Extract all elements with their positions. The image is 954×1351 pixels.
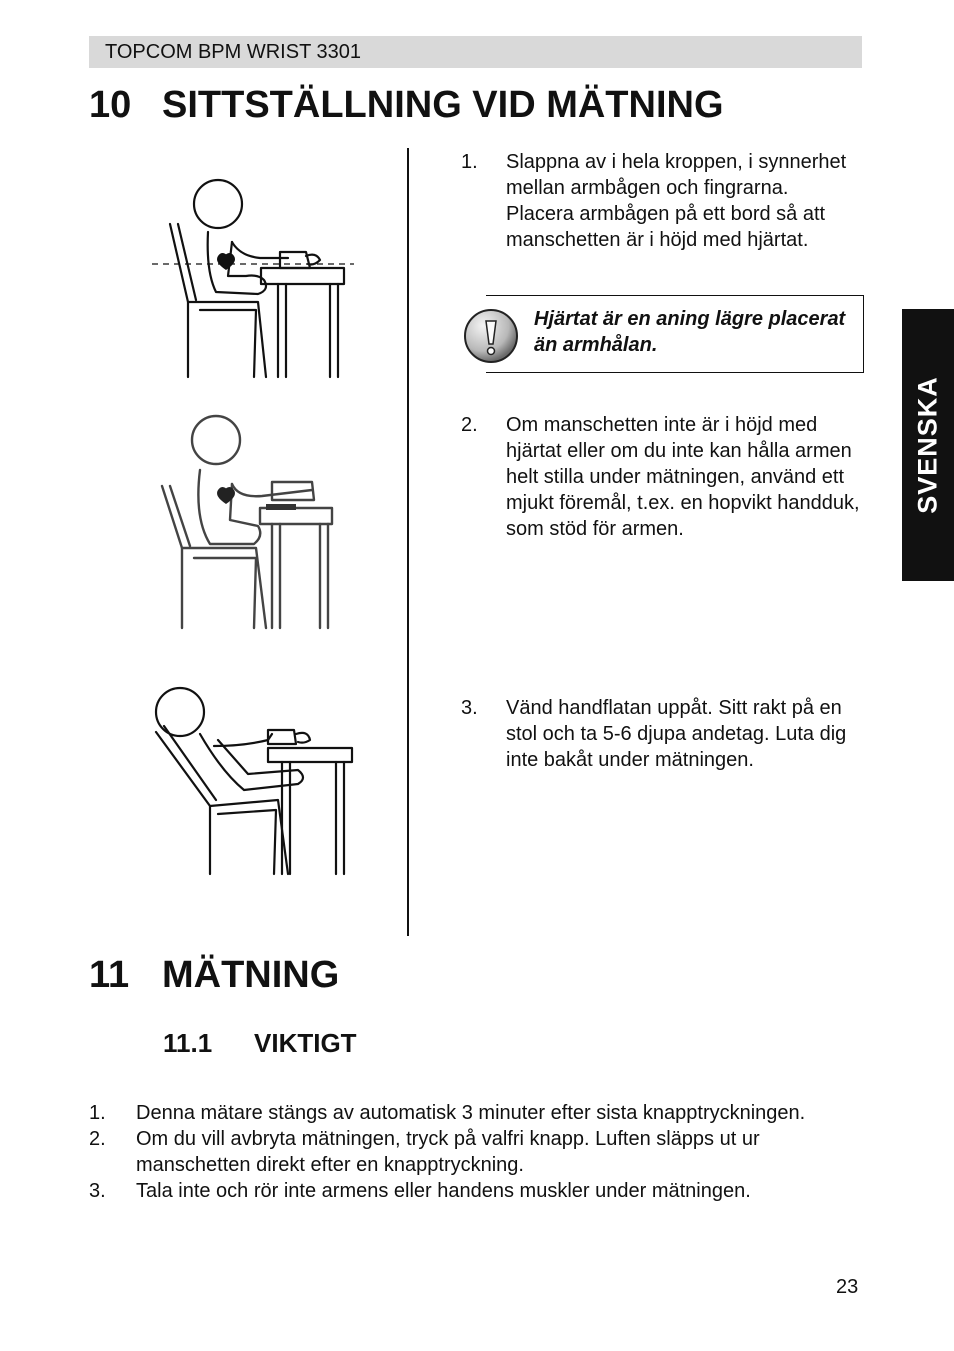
section-11-heading (89, 954, 339, 997)
list-item (89, 1126, 859, 1178)
posture-illustration-correct (148, 172, 358, 382)
warning-exclamation-icon (463, 308, 519, 364)
subsection-number: 11.1 (163, 1028, 213, 1058)
list-item (89, 1100, 859, 1126)
list-item-text: Om du vill avbryta mätningen, tryck på valfri knapp. Luften släpps ut ur manschetten direkt efter en knapptryckning. (136, 1128, 760, 1176)
list-item-number: 3. (89, 1180, 106, 1202)
list-item-text: Denna mätare stängs av automatisk 3 minuter efter sista knapptryckningen. (136, 1102, 806, 1124)
step-3-text: Vänd handflatan uppåt. Sitt rakt på en stol och ta 5-6 djupa andetag. Luta dig inte bakåt under mätningen. (506, 697, 847, 771)
header-bar (89, 36, 862, 68)
list-item-text: Tala inte och rör inte armens eller handens muskler under mätningen. (136, 1180, 751, 1202)
section-10-title: SITTSTÄLLNING VID MÄTNING (162, 84, 724, 126)
list-item-number: 2. (89, 1128, 106, 1150)
section-10-heading (89, 84, 724, 127)
step-3 (461, 695, 861, 805)
step-2-number: 2. (461, 414, 478, 436)
column-divider (407, 148, 409, 936)
important-list (89, 1100, 859, 1204)
language-tab (902, 309, 954, 581)
product-name: TOPCOM BPM WRIST 3301 (105, 41, 361, 63)
step-2-text: Om manschetten inte är i höjd med hjärtat eller om du inte kan hålla armen helt stilla under mätningen, använd ett mjukt föremål, t.ex. en hopvikt handduk, som stöd för armen. (506, 414, 860, 540)
step-1 (461, 149, 861, 284)
note-text: Hjärtat är en aning lägre placerat än armhålan. (534, 308, 846, 356)
subsection-heading (163, 1028, 357, 1059)
step-1-number: 1. (461, 151, 478, 173)
posture-illustration-support (152, 408, 342, 633)
list-item-number: 1. (89, 1102, 106, 1124)
step-3-number: 3. (461, 697, 478, 719)
section-11-number: 11 (89, 954, 130, 996)
subsection-title: VIKTIGT (254, 1028, 357, 1058)
section-10-number: 10 (89, 84, 132, 126)
page-number: 23 (836, 1276, 859, 1298)
language-tab-label: SVENSKA (912, 376, 943, 514)
step-2 (461, 412, 861, 572)
list-item (89, 1178, 859, 1204)
step-1-text: Slappna av i hela kroppen, i synnerhet mellan armbågen och fingrarna. Placera armbågen på ett bord så att manschetten är i höjd med hjärtat. (506, 151, 847, 251)
section-11-title: MÄTNING (162, 954, 340, 996)
posture-illustration-leaning (148, 682, 360, 878)
